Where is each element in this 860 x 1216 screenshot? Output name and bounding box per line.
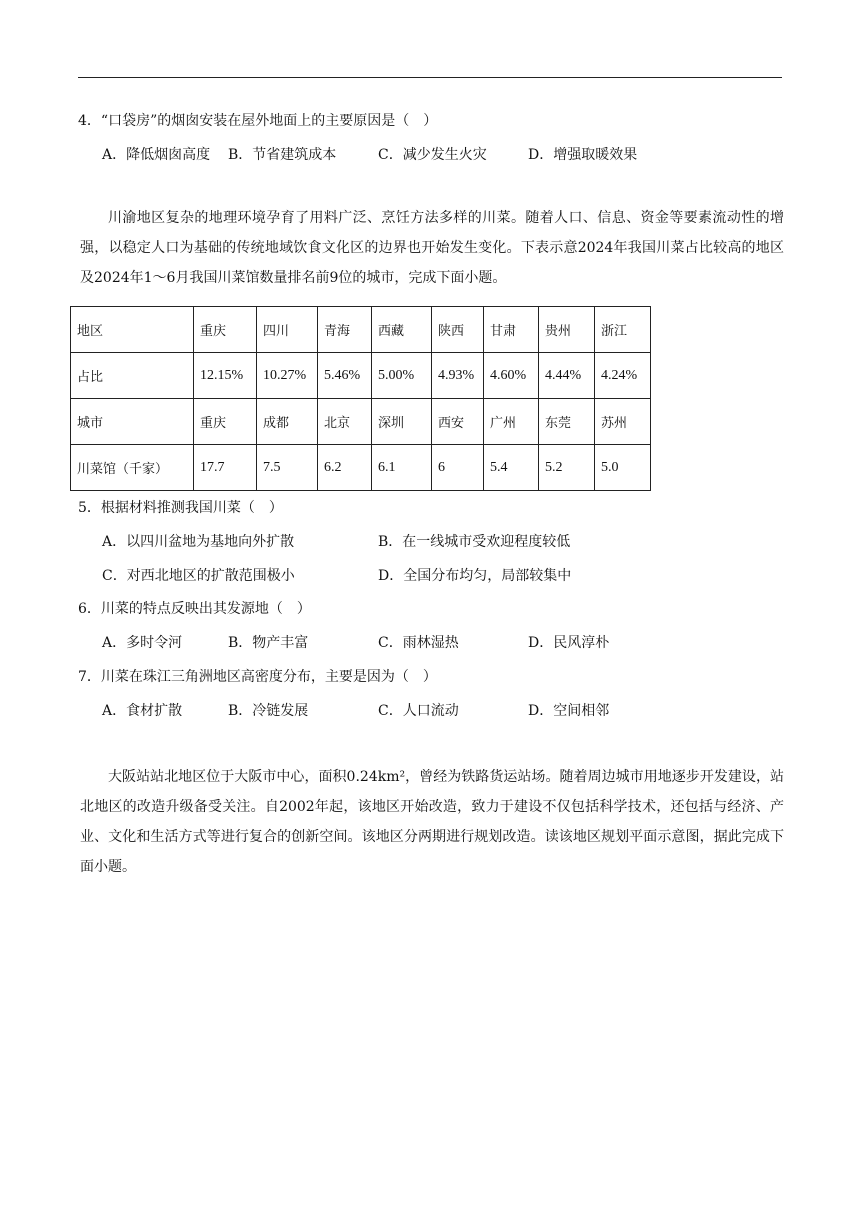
- cuisine-data-table: [70, 306, 651, 491]
- q7-option-c: C．人口流动: [378, 703, 459, 719]
- table-row-region: [71, 307, 651, 353]
- table-cell: 苏州: [595, 399, 651, 445]
- table-cell: 17.7: [194, 445, 257, 491]
- table-cell: 4.44%: [539, 353, 595, 399]
- table-cell: 贵州: [539, 307, 595, 353]
- table-cell: 四川: [257, 307, 318, 353]
- q5-option-d: D．全国分布均匀，局部较集中: [378, 568, 572, 584]
- q4-option-b: B．节省建筑成本: [228, 147, 337, 163]
- table-cell: 甘肃: [484, 307, 539, 353]
- table-cell: 4.24%: [595, 353, 651, 399]
- table-cell: 5.00%: [372, 353, 432, 399]
- table-cell: 10.27%: [257, 353, 318, 399]
- table-cell: 城市: [71, 399, 194, 445]
- q5-option-c: C．对西北地区的扩散范围极小: [102, 568, 295, 584]
- passage-osaka-station: 大阪站站北地区位于大阪市中心，面积0.24km²，曾经为铁路货运站场。随着周边城市用地逐步开发建设，站北地区的改造升级备受关注。自2002年起，该地区开始改造，致力于建设不仅包括科学技术，还包括与经济、产业、文化和生活方式等进行复合的创新空间。该地区分两期进行规划改造。读该地区规划平面示意图，据此完成下面小题。: [80, 769, 784, 875]
- table-cell: 西藏: [372, 307, 432, 353]
- passage-sichuan-cuisine: 川渝地区复杂的地理环境孕育了用料广泛、烹饪方法多样的川菜。随着人口、信息、资金等要素流动性的增强，以稳定人口为基础的传统地域饮食文化区的边界也开始发生变化。下表示意2024年我国川菜占比较高的地区及2024年1～6月我国川菜馆数量排名前9位的城市，完成下面小题。: [80, 210, 784, 286]
- question-7-stem: 7．川菜在珠江三角洲地区高密度分布，主要是因为（ ）: [78, 669, 437, 685]
- q6-option-b: B．物产丰富: [228, 635, 309, 651]
- table-cell: 川菜馆（千家）: [71, 445, 194, 491]
- table-cell: 东莞: [539, 399, 595, 445]
- table-cell: 陕西: [432, 307, 484, 353]
- table-cell: 5.0: [595, 445, 651, 491]
- table-row-city: [71, 399, 651, 445]
- q7-option-b: B．冷链发展: [228, 703, 309, 719]
- q5-option-b: B．在一线城市受欢迎程度较低: [378, 534, 571, 550]
- table-cell: 占比: [71, 353, 194, 399]
- table-cell: 4.60%: [484, 353, 539, 399]
- table-cell: 12.15%: [194, 353, 257, 399]
- table-cell: 5.4: [484, 445, 539, 491]
- q4-option-a: A．降低烟囱高度: [102, 147, 211, 163]
- table-cell: 6.1: [372, 445, 432, 491]
- table-cell: 青海: [318, 307, 372, 353]
- table-cell: 6.2: [318, 445, 372, 491]
- table-cell: 广州: [484, 399, 539, 445]
- header-rule: [78, 77, 782, 78]
- q5-option-a: A．以四川盆地为基地向外扩散: [102, 534, 295, 550]
- table-cell: 北京: [318, 399, 372, 445]
- question-4-stem: 4．“口袋房”的烟囱安装在屋外地面上的主要原因是（ ）: [78, 113, 438, 129]
- table-cell: 成都: [257, 399, 318, 445]
- table-cell: 地区: [71, 307, 194, 353]
- q7-option-d: D．空间相邻: [528, 703, 610, 719]
- table-cell: 5.46%: [318, 353, 372, 399]
- question-5-stem: 5．根据材料推测我国川菜（ ）: [78, 500, 283, 516]
- table-cell: 西安: [432, 399, 484, 445]
- table-cell: 7.5: [257, 445, 318, 491]
- question-6-stem: 6．川菜的特点反映出其发源地（ ）: [78, 601, 311, 617]
- q6-option-d: D．民风淳朴: [528, 635, 610, 651]
- table-cell: 重庆: [194, 307, 257, 353]
- table-cell: 5.2: [539, 445, 595, 491]
- table-cell: 6: [432, 445, 484, 491]
- table-cell: 深圳: [372, 399, 432, 445]
- table-cell: 4.93%: [432, 353, 484, 399]
- table-cell: 浙江: [595, 307, 651, 353]
- table-row-share: [71, 353, 651, 399]
- q7-option-a: A．食材扩散: [102, 703, 183, 719]
- q6-option-c: C．雨林湿热: [378, 635, 459, 651]
- table-row-restaurants: [71, 445, 651, 491]
- q6-option-a: A．多时令河: [102, 635, 183, 651]
- table-cell: 重庆: [194, 399, 257, 445]
- q4-option-c: C．减少发生火灾: [378, 147, 487, 163]
- q4-option-d: D．增强取暖效果: [528, 147, 638, 163]
